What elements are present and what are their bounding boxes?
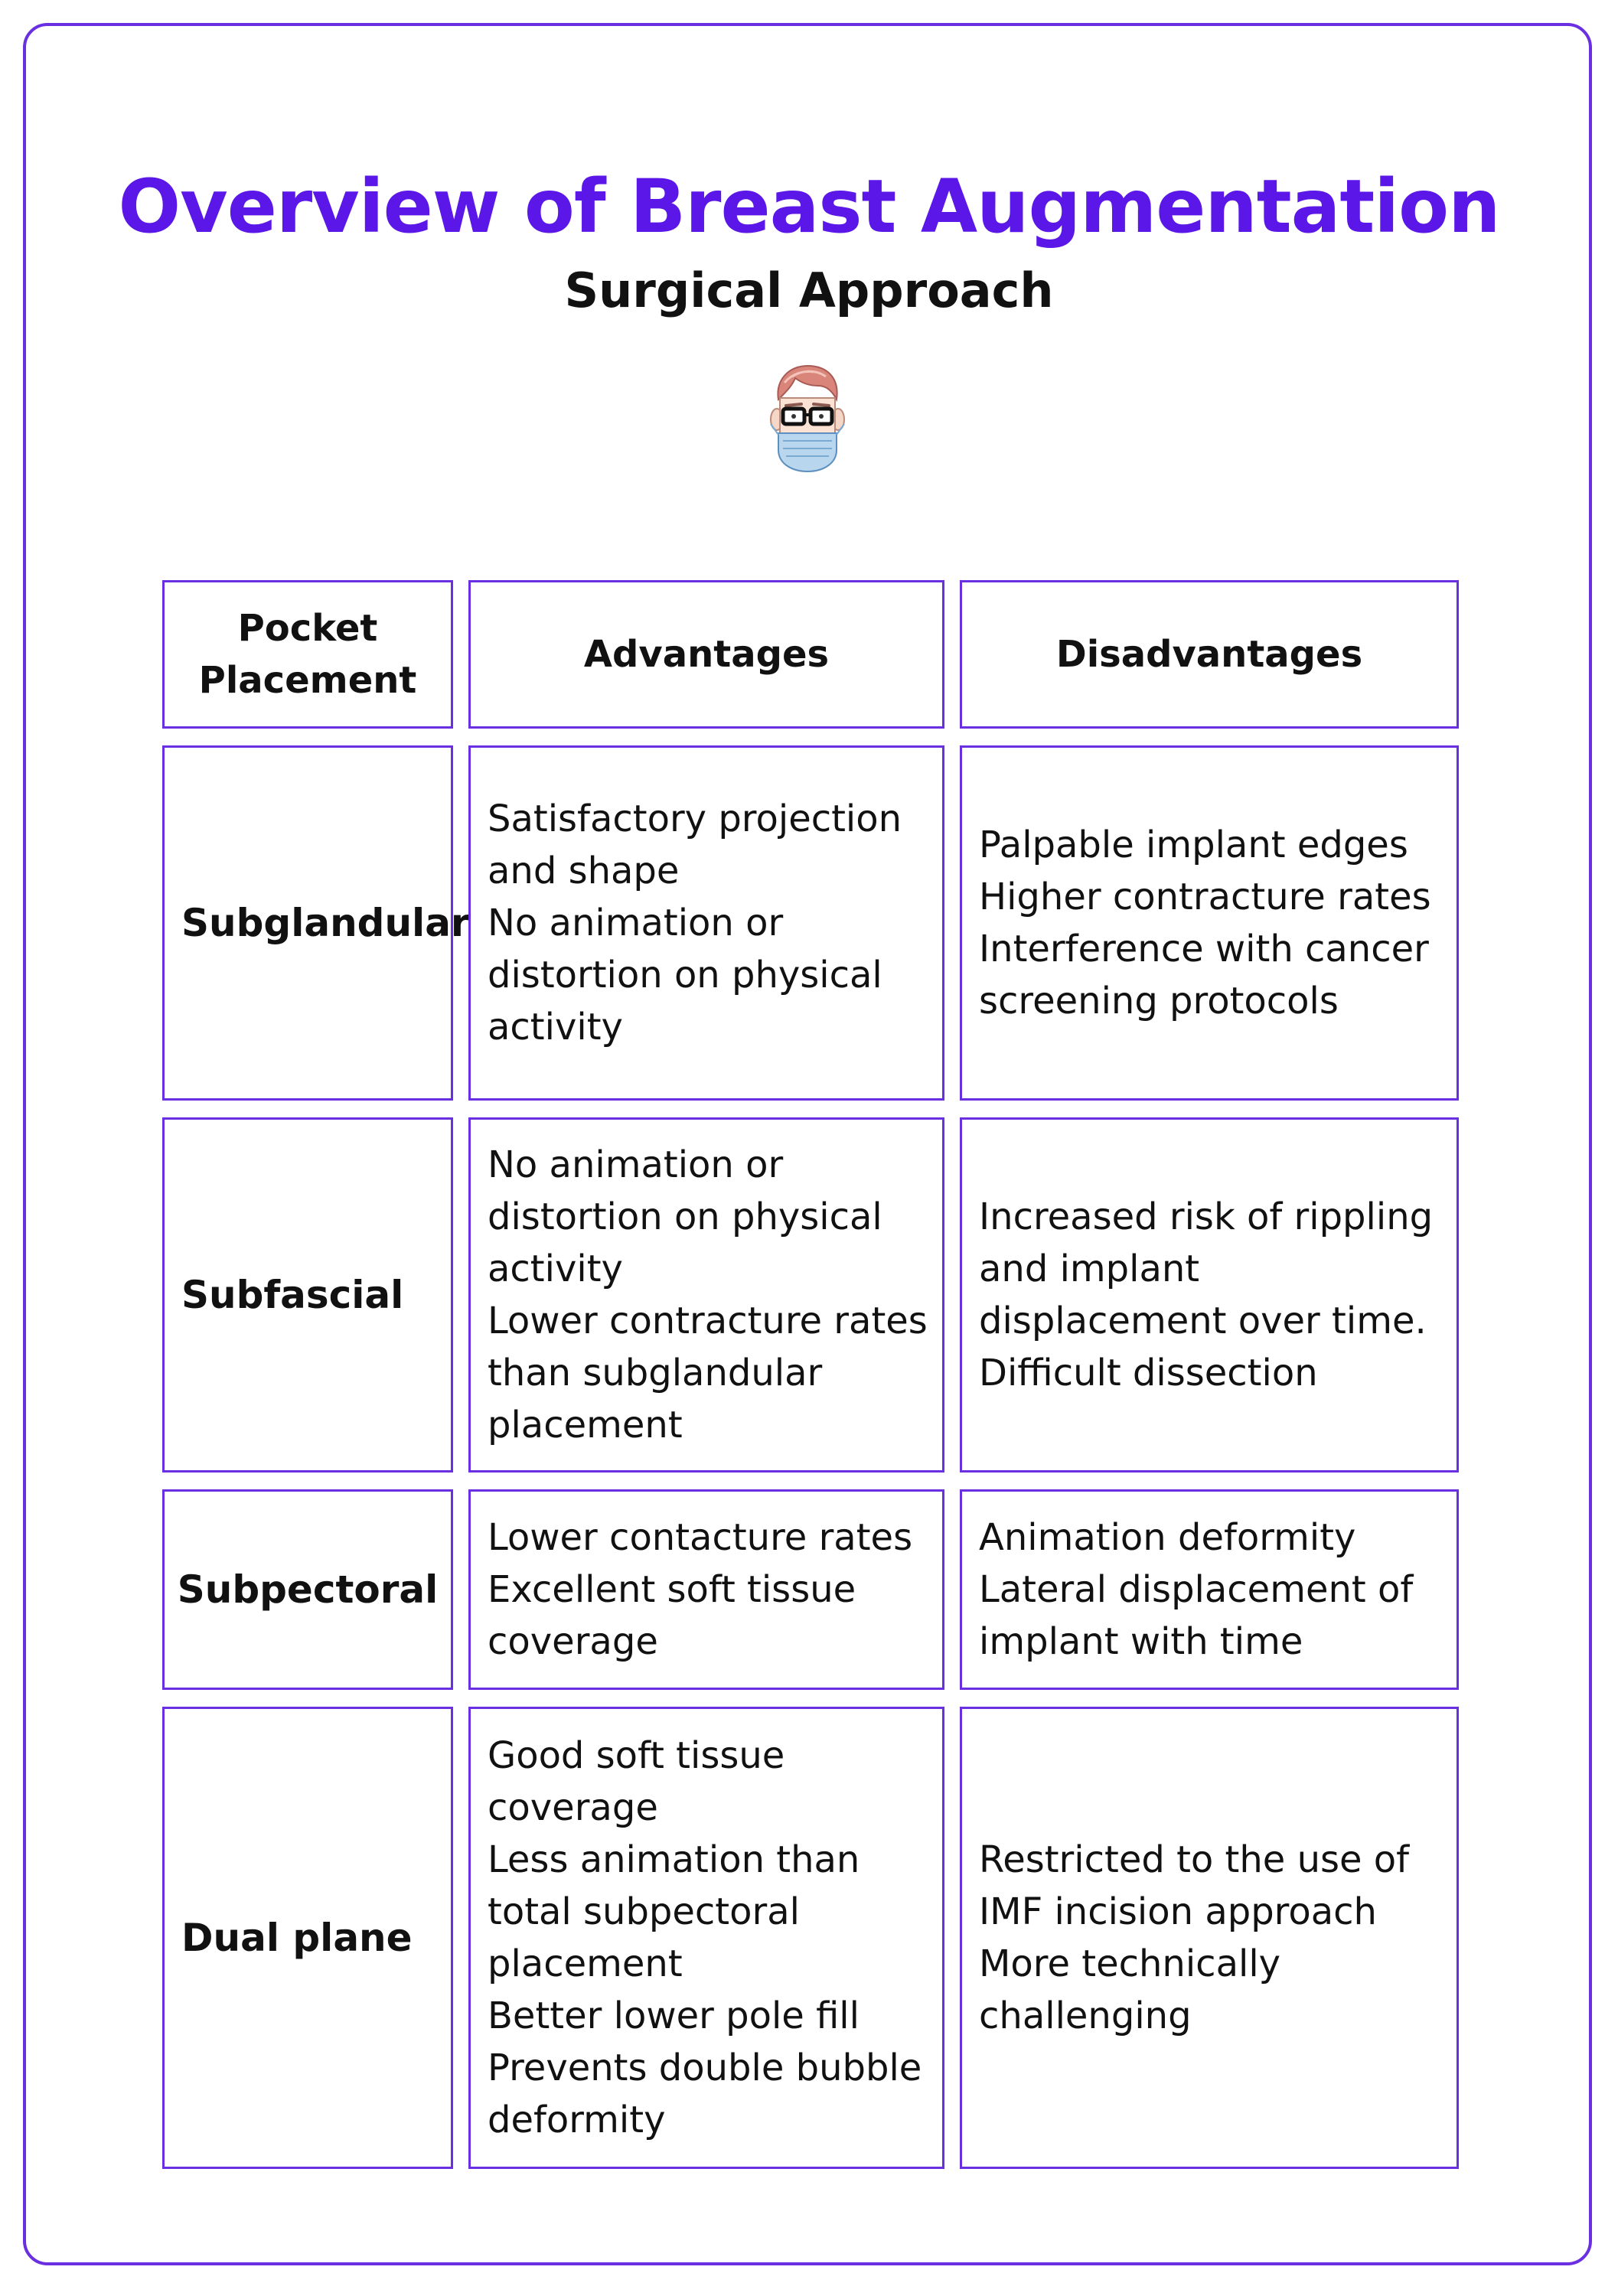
- row-advantages: [468, 1489, 944, 1690]
- advantage-text: coverage: [488, 1620, 658, 1663]
- advantage-text: total subpectoral: [488, 1890, 800, 1933]
- disadvantage-text: implant with time: [979, 1620, 1303, 1663]
- disadvantage-text: Animation deformity: [979, 1516, 1356, 1559]
- advantage-text: coverage: [488, 1786, 658, 1829]
- disadvantage-text: Increased risk of rippling: [979, 1195, 1434, 1238]
- advantage-text: activity: [488, 1006, 623, 1049]
- header-disadvantages: Disadvantages: [960, 580, 1459, 729]
- advantage-text: placement: [488, 1942, 683, 1985]
- disadvantage-text: challenging: [979, 1994, 1192, 2037]
- row-placement: Dual plane: [162, 1707, 453, 2169]
- advantage-text: Lower contracture rates: [488, 1300, 928, 1342]
- disadvantage-text: Higher contracture rates: [979, 876, 1431, 918]
- disadvantage-text: Palpable implant edges: [979, 823, 1408, 866]
- header-label-line: Pocket: [237, 607, 378, 650]
- row-disadvantages: [960, 745, 1459, 1101]
- row-placement: Subfascial: [162, 1117, 453, 1473]
- header-advantages: Advantages: [468, 580, 944, 729]
- disadvantage-text: IMF incision approach: [979, 1890, 1377, 1933]
- row-disadvantages: [960, 1707, 1459, 2169]
- advantage-text: No animation or: [488, 902, 784, 944]
- disadvantage-text: displacement over time.: [979, 1300, 1427, 1342]
- header-label-line: Placement: [198, 659, 417, 702]
- advantage-text: and shape: [488, 850, 680, 892]
- advantage-text: distortion on physical: [488, 954, 882, 996]
- disadvantage-text: Interference with cancer: [979, 928, 1429, 970]
- advantage-text: Satisfactory projection: [488, 797, 902, 840]
- advantage-text: placement: [488, 1404, 683, 1446]
- page-title: Overview of Breast Augmentation: [118, 164, 1500, 249]
- disadvantage-text: Difficult dissection: [979, 1352, 1318, 1394]
- disadvantage-text: and implant: [979, 1247, 1200, 1290]
- advantage-text: distortion on physical: [488, 1195, 882, 1238]
- advantage-text: Excellent soft tissue: [488, 1568, 856, 1611]
- advantage-text: Lower contacture rates: [488, 1516, 913, 1559]
- row-disadvantages: [960, 1117, 1459, 1473]
- disadvantage-text: screening protocols: [979, 980, 1339, 1022]
- row-disadvantages: [960, 1489, 1459, 1690]
- header-pocket-placement: [162, 580, 453, 729]
- advantage-text: Good soft tissue: [488, 1734, 785, 1777]
- row-placement: Subpectoral: [162, 1489, 453, 1690]
- disadvantage-text: Restricted to the use of: [979, 1838, 1410, 1881]
- disadvantage-text: More technically: [979, 1942, 1281, 1985]
- row-advantages: [468, 745, 944, 1101]
- doctor-avatar-icon: [762, 360, 853, 475]
- advantage-text: Less animation than: [488, 1838, 860, 1881]
- row-placement: Subglandular: [162, 745, 453, 1101]
- advantage-text: activity: [488, 1247, 623, 1290]
- page-subtitle: Surgical Approach: [564, 263, 1054, 318]
- disadvantage-text: Lateral displacement of: [979, 1568, 1414, 1611]
- row-advantages: [468, 1707, 944, 2169]
- row-advantages: [468, 1117, 944, 1473]
- advantage-text: than subglandular: [488, 1352, 823, 1394]
- advantage-text: Prevents double bubble: [488, 2047, 922, 2089]
- advantage-text: No animation or: [488, 1143, 784, 1186]
- advantage-text: Better lower pole fill: [488, 1994, 860, 2037]
- advantage-text: deformity: [488, 2099, 666, 2141]
